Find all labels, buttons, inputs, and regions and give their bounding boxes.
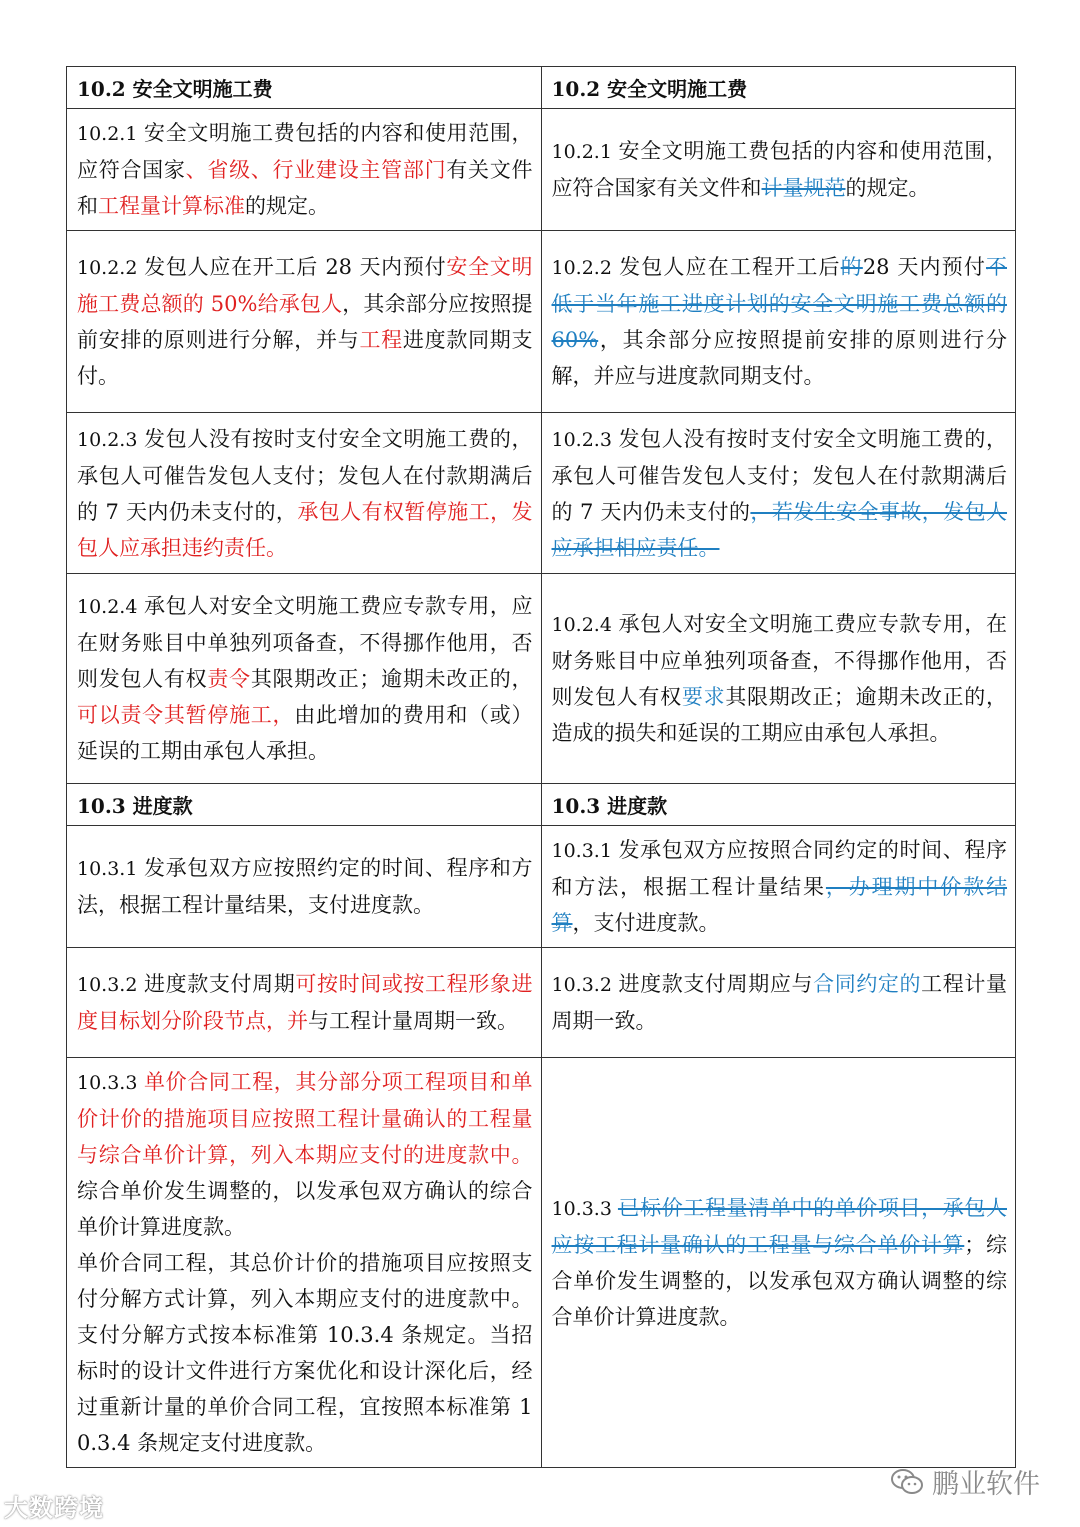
clause-number: 10.2.2 <box>77 257 138 279</box>
changed-text: 承包人有权暂停施工，发包人应承担违约责任。 <box>77 499 533 560</box>
clause-text: 安全文明施工费包括的内容和使用范围，应符合国家有关文件和 <box>551 139 1007 200</box>
changed-text: 责令 <box>207 667 251 691</box>
clause-text: 综合单价发生调整的，以发承包双方确认的综合单价计算进度款。 <box>77 1179 533 1239</box>
clause-text: 其限期改正；逾期未改正的， <box>250 667 533 691</box>
left-section-heading: 10.3 进度款 <box>67 784 542 826</box>
comparison-table <box>66 66 1016 1468</box>
clause-number: 10.2.3 <box>551 428 612 451</box>
clause-text: 发承包双方应按照约定的时间、程序和方法，根据工程计量结果，支付进度款。 <box>77 856 533 917</box>
right-section-heading: 10.3 进度款 <box>541 784 1016 826</box>
right-clause-10-2-3 <box>541 413 1016 574</box>
watermark-left: 大数跨境 <box>4 1494 104 1522</box>
table-row <box>67 826 1016 948</box>
changed-text: 可以责令其暂停施工， <box>77 703 295 727</box>
clause-number: 10.2.4 <box>551 614 612 636</box>
watermark-right-text: 鹏业软件 <box>932 1469 1040 1500</box>
table-row <box>67 67 1016 109</box>
table-row <box>67 574 1016 784</box>
clause-text: 承包人对安全文明施工费应专款专用，应在财务账目中单独列项备查，不得挪作他用，否则发包人有权 <box>77 594 533 691</box>
right-clause-10-2-1 <box>541 109 1016 231</box>
clause-text: 由此增加的费用和（或）延误的工期由承包人承担。 <box>77 703 533 763</box>
left-clause-10-2-3 <box>67 413 542 574</box>
clause-text: 发包人没有按时支付安全文明施工费的，承包人可催告发包人支付；发包人在付款期满后的 7 天内仍未支付的 <box>551 426 1007 524</box>
clause-number: 10.2.1 <box>77 123 138 145</box>
changed-text: 要求 <box>681 685 726 709</box>
clause-number: 10.3.3 <box>551 1198 612 1220</box>
changed-text: 工程量计算标准 <box>98 194 245 218</box>
right-section-heading: 10.2 安全文明施工费 <box>541 67 1016 109</box>
clause-number: 10.2.4 <box>77 596 138 618</box>
changed-text: 、省级、行业建设主管部门 <box>185 158 447 182</box>
changed-text: 单价合同工程，其分部分项工程项目和单价计价的措施项目应按照工程计量确认的工程量与综合单价计算，列入本期应支付的进度款中。 <box>77 1070 533 1167</box>
clause-text: ，其余部分应按照提前安排的原则进行分解，并应与进度款同期支付。 <box>551 328 1007 388</box>
deleted-text: 的 <box>840 255 863 279</box>
clause-text: 发包人应在开工后 28 天内预付 <box>143 255 447 279</box>
clause-text: 的规定。 <box>845 176 930 200</box>
clause-number: 10.3.2 <box>77 974 138 996</box>
right-clause-10-3-3 <box>541 1058 1016 1468</box>
clause-text: 有关文件和 <box>77 158 533 218</box>
left-clause-10-2-4 <box>67 574 542 784</box>
right-clause-10-2-4 <box>541 574 1016 784</box>
clause-number: 10.2.2 <box>551 257 612 279</box>
clause-text: ，支付进度款。 <box>572 911 720 935</box>
changed-text: 安全文明施工费总额的 50%给承包人 <box>77 255 533 316</box>
table-row <box>67 1058 1016 1468</box>
clause-number: 10.3.1 <box>77 858 138 880</box>
left-clause-10-2-2 <box>67 231 542 413</box>
clause-text: 其限期改正；逾期未改正的，造成的损失和延误的工期应由承包人承担。 <box>551 685 1008 745</box>
deleted-text: 已标价工程量清单中的单价项目，承包人应按工程计量确认的工程量与综合单价计算 <box>551 1196 1007 1257</box>
watermark-right <box>890 1462 1040 1501</box>
deleted-text: ，若发生安全事故，发包人应承担相应责任。 <box>551 499 1008 560</box>
clause-text: 与工程计量周期一致。 <box>308 1009 518 1033</box>
clause-number: 10.3.2 <box>551 974 612 996</box>
clause-text: ；综合单价发生调整的，以发承包双方确认调整的综合单价计算进度款。 <box>551 1233 1008 1329</box>
right-clause-10-2-2 <box>541 231 1016 413</box>
table-row <box>67 784 1016 826</box>
changed-text: 工程 <box>359 328 403 352</box>
clause-text: 工程计量周期一致。 <box>551 972 1008 1033</box>
left-clause-10-3-3 <box>67 1058 542 1468</box>
clause-text: 28 天内预付 <box>862 255 986 279</box>
clause-text: 安全文明施工费包括的内容和使用范围，应符合国家 <box>77 121 533 182</box>
changed-text: 可按时间或按工程形象进度目标划分阶段节点，并 <box>77 972 533 1033</box>
clause-text: 发承包双方应按照合同约定的时间、程序和方法，根据工程计量结果 <box>551 838 1007 899</box>
clause-number: 10.3.3 <box>77 1072 138 1094</box>
table-row <box>67 948 1016 1058</box>
left-clause-10-2-1 <box>67 109 542 231</box>
clause-text: 发包人应在工程开工后 <box>617 255 841 279</box>
clause-text: 进度款支付周期应与 <box>617 972 814 996</box>
clause-text: 单价合同工程，其总价计价的措施项目应按照支付分解方式计算，列入本期应支付的进度款中。支付分解方式按本标准第 10.3.4 条规定。当招标时的设计文件进行方案优化和设计深化后，经过重新计量的单价合同工程，宜按照本标准第 10.3.4 条规定支付进度款。 <box>77 1251 533 1455</box>
left-clause-10-3-1 <box>67 826 542 948</box>
left-clause-10-3-2 <box>67 948 542 1058</box>
clause-number: 10.3.1 <box>551 840 612 862</box>
clause-number: 10.2.3 <box>77 428 138 451</box>
clause-number: 10.2.1 <box>551 141 612 163</box>
clause-text: 进度款同期支付。 <box>77 328 533 388</box>
clause-text: ，其余部分应按照提前安排的原则进行分解，并与 <box>77 292 533 352</box>
table-row <box>67 109 1016 231</box>
clause-text: 承包人对安全文明施工费应专款专用，在财务账目中应单独列项备查，不得挪作他用，否则发包人有权 <box>551 612 1007 709</box>
right-clause-10-3-2 <box>541 948 1016 1058</box>
table-row <box>67 231 1016 413</box>
changed-text: 合同约定的 <box>813 972 922 996</box>
deleted-text: 不低于当年施工进度计划的安全文明施工费总额的 60% <box>551 255 1007 352</box>
clause-text: 进度款支付周期 <box>143 972 296 996</box>
wechat-icon <box>890 1467 924 1497</box>
clause-text: 的规定。 <box>245 194 329 218</box>
left-section-heading: 10.2 安全文明施工费 <box>67 67 542 109</box>
table-row <box>67 413 1016 574</box>
right-clause-10-3-1 <box>541 826 1016 948</box>
deleted-text: 计量规范 <box>761 176 846 200</box>
clause-text: 发包人没有按时支付安全文明施工费的，承包人可催告发包人支付；发包人在付款期满后的 7 天内仍未支付的， <box>77 426 533 524</box>
deleted-text: ，办理期中价款结算 <box>551 875 1008 935</box>
